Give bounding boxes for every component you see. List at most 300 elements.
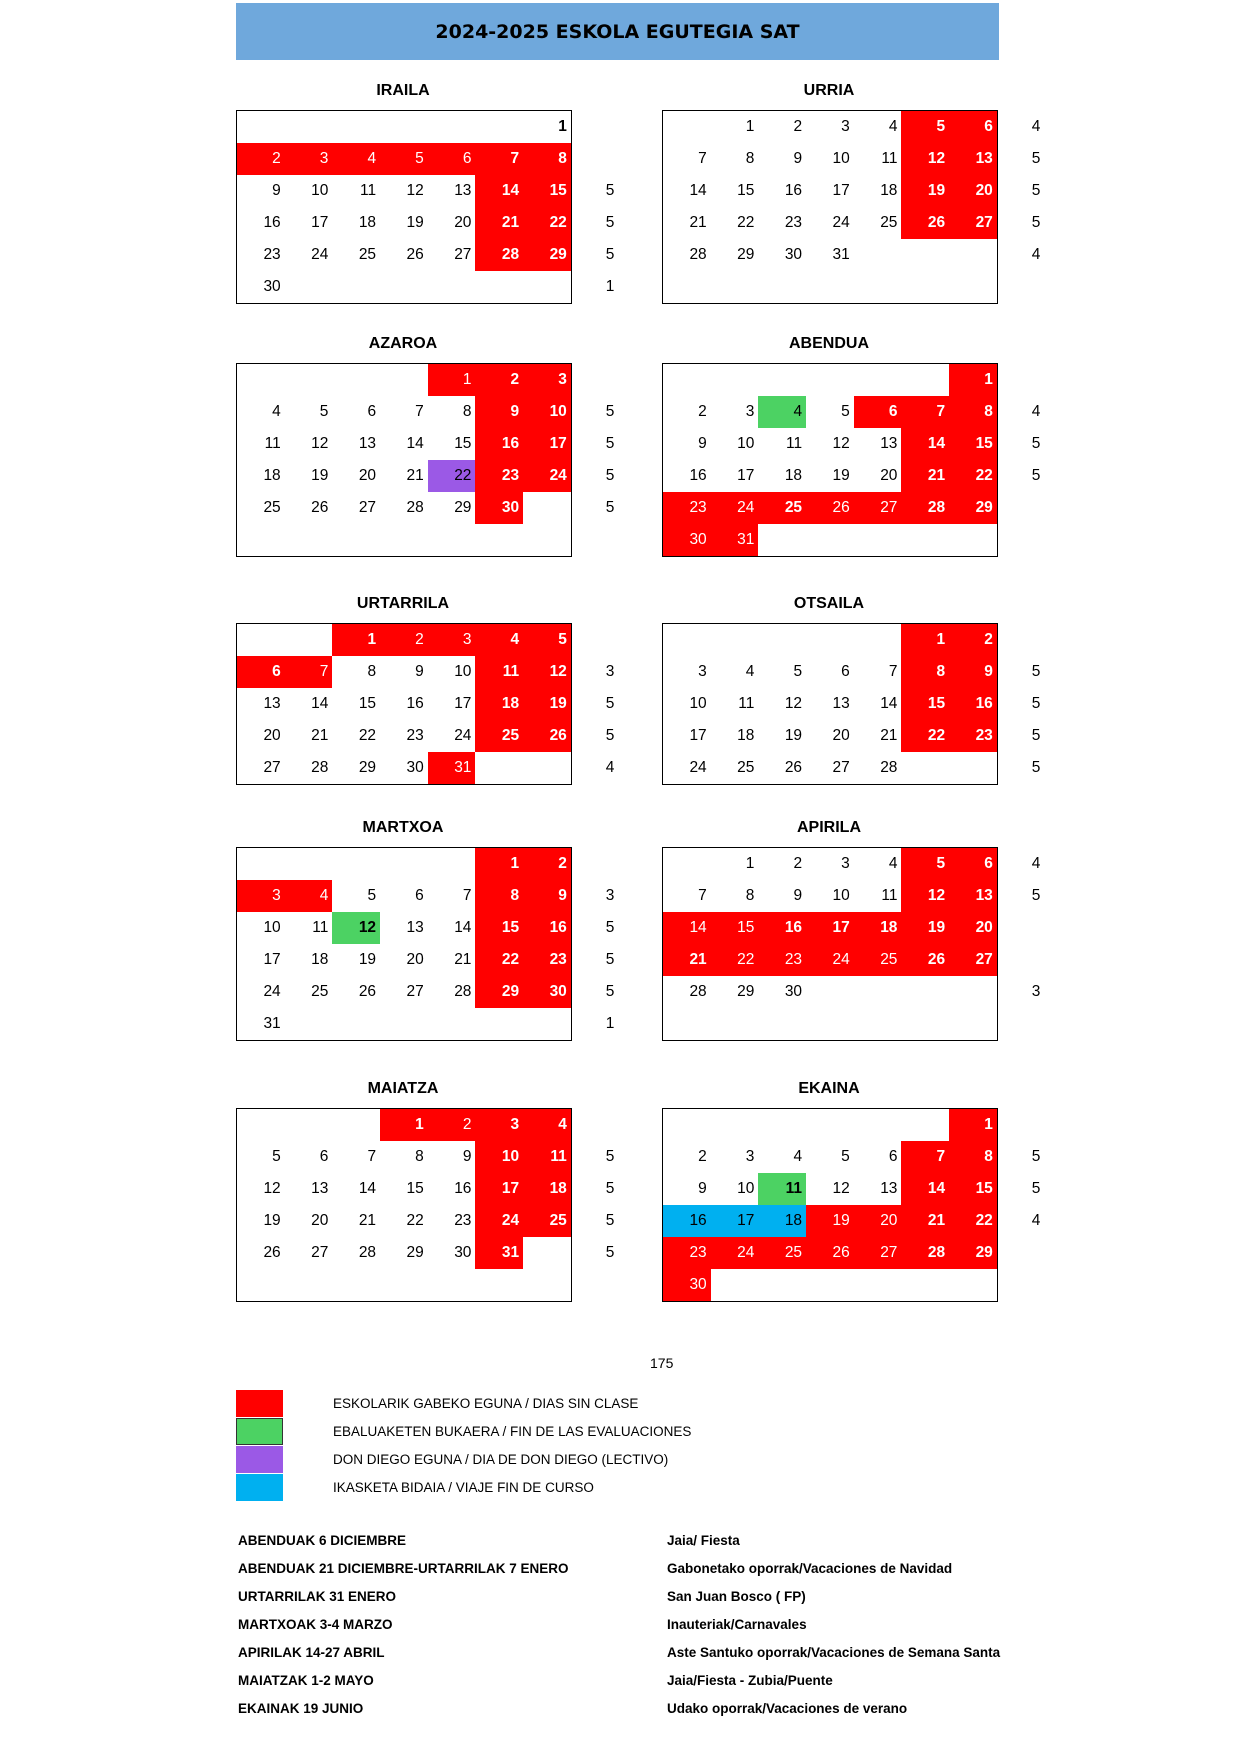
week-count: 5 [1031, 467, 1041, 484]
day-cell: 15 [737, 182, 755, 199]
note-description: Jaia/Fiesta - Zubia/Puente [667, 1673, 833, 1688]
empty-cell [949, 524, 997, 556]
empty-cell [806, 271, 854, 303]
empty-cell [854, 271, 902, 303]
week-count: 4 [1031, 246, 1041, 263]
day-cell: 24 [454, 727, 472, 744]
day-cell: 12 [901, 143, 949, 175]
day-cell: 23 [784, 214, 803, 231]
empty-cell [949, 239, 997, 271]
day-cell: 4 [332, 143, 380, 175]
day-cell: 8 [949, 1141, 997, 1173]
day-cell: 22 [428, 460, 476, 492]
month-title-azaroa: AZAROA [368, 335, 438, 352]
day-cell: 7 [475, 143, 523, 175]
empty-cell [901, 1109, 949, 1141]
day-cell: 10 [832, 887, 850, 904]
day-cell: 27 [854, 1237, 902, 1269]
day-cell: 1 [949, 1109, 997, 1141]
empty-cell [806, 1109, 854, 1141]
empty-cell [663, 111, 711, 143]
day-cell: 28 [689, 983, 707, 1000]
day-cell: 18 [263, 467, 281, 484]
week-row [237, 428, 571, 460]
empty-cell [475, 524, 523, 556]
week-row [237, 880, 571, 912]
day-cell: 15 [901, 688, 949, 720]
week-row [663, 944, 997, 976]
day-cell: 2 [793, 118, 803, 135]
day-cell: 28 [689, 246, 707, 263]
week-row [663, 656, 997, 688]
empty-cell [758, 1269, 806, 1301]
empty-cell [380, 524, 428, 556]
day-cell: 14 [406, 435, 424, 452]
day-cell: 9 [462, 1148, 472, 1165]
legend-label: DON DIEGO EGUNA / DIA DE DON DIEGO (LECTIVO) [333, 1452, 669, 1467]
empty-cell [475, 111, 523, 143]
day-cell: 16 [784, 182, 803, 199]
day-cell: 15 [454, 435, 472, 452]
week-row [237, 1237, 571, 1269]
empty-cell [758, 271, 806, 303]
week-row [663, 624, 997, 656]
day-cell: 16 [949, 688, 997, 720]
day-cell: 31 [428, 752, 476, 784]
week-count: 5 [605, 919, 615, 936]
day-cell: 16 [523, 912, 571, 944]
day-cell: 23 [523, 944, 571, 976]
empty-cell [428, 848, 476, 880]
day-cell: 14 [880, 695, 898, 712]
day-cell: 23 [454, 1212, 472, 1229]
day-cell: 29 [358, 759, 377, 776]
month-title-maiatza: MAIATZA [367, 1080, 439, 1097]
week-row [237, 688, 571, 720]
note-date: ABENDUAK 21 DICIEMBRE-URTARRILAK 7 ENERO [238, 1561, 569, 1576]
day-cell: 11 [312, 919, 329, 936]
empty-cell [237, 111, 285, 143]
week-row [237, 143, 571, 175]
day-cell: 7 [367, 1148, 377, 1165]
day-cell: 26 [358, 983, 377, 1000]
week-count: 1 [605, 1015, 615, 1032]
day-cell: 19 [806, 1205, 854, 1237]
week-count: 5 [605, 727, 615, 744]
week-row [237, 1141, 571, 1173]
day-cell: 30 [523, 976, 571, 1008]
day-cell: 2 [475, 364, 523, 396]
day-cell: 23 [663, 492, 711, 524]
week-count: 4 [1031, 118, 1041, 135]
total-days: 175 [650, 1355, 674, 1371]
day-cell: 8 [901, 656, 949, 688]
day-cell: 30 [784, 983, 803, 1000]
week-row [663, 271, 997, 303]
day-cell: 24 [832, 214, 850, 231]
week-count: 3 [1031, 983, 1041, 1000]
week-row [663, 1237, 997, 1269]
day-cell: 25 [475, 720, 523, 752]
day-cell: 18 [880, 182, 898, 199]
day-cell: 5 [901, 848, 949, 880]
day-cell: 6 [888, 1148, 898, 1165]
week-row [663, 492, 997, 524]
note-date: APIRILAK 14-27 ABRIL [238, 1645, 385, 1660]
day-cell: 14 [311, 695, 329, 712]
week-row [237, 656, 571, 688]
month-title-ekaina: EKAINA [798, 1080, 860, 1097]
week-row [237, 460, 571, 492]
day-cell: 1 [745, 855, 755, 872]
empty-cell [428, 1269, 476, 1301]
empty-cell [428, 111, 476, 143]
empty-cell [285, 111, 333, 143]
empty-cell [285, 1008, 333, 1040]
day-cell: 2 [793, 855, 803, 872]
day-cell: 22 [358, 727, 377, 744]
empty-cell [523, 524, 571, 556]
day-cell: 8 [949, 396, 997, 428]
day-cell: 25 [358, 246, 377, 263]
month-grid-abendua [662, 363, 998, 557]
week-row [237, 492, 571, 524]
day-cell: 12 [784, 695, 803, 712]
empty-cell [854, 364, 902, 396]
day-cell: 21 [663, 944, 711, 976]
empty-cell [523, 752, 571, 784]
day-cell: 22 [475, 944, 523, 976]
week-row [663, 524, 997, 556]
day-cell: 2 [380, 624, 428, 656]
day-cell: 21 [880, 727, 898, 744]
week-count: 5 [605, 435, 615, 452]
day-cell: 1 [428, 364, 476, 396]
day-cell: 5 [793, 663, 803, 680]
day-cell: 7 [698, 150, 707, 167]
day-cell: 26 [406, 246, 424, 263]
day-cell: 29 [949, 492, 997, 524]
week-count: 4 [1031, 855, 1041, 872]
empty-cell [949, 976, 997, 1008]
day-cell: 15 [523, 175, 571, 207]
month-grid-otsaila [662, 623, 998, 785]
day-cell: 8 [415, 1148, 424, 1165]
empty-cell [380, 364, 428, 396]
day-cell: 22 [949, 460, 997, 492]
empty-cell [332, 1269, 380, 1301]
empty-cell [380, 111, 428, 143]
empty-cell [475, 271, 523, 303]
day-cell: 24 [689, 759, 707, 776]
week-row [237, 271, 571, 303]
day-cell: 26 [806, 492, 854, 524]
empty-cell [663, 1109, 711, 1141]
day-cell: 8 [745, 150, 755, 167]
day-cell: 24 [263, 983, 281, 1000]
empty-cell [237, 624, 285, 656]
day-cell: 26 [901, 944, 949, 976]
empty-cell [806, 1008, 854, 1040]
day-cell: 14 [454, 919, 472, 936]
day-cell: 17 [475, 1173, 523, 1205]
day-cell: 23 [663, 1237, 711, 1269]
day-cell: 7 [415, 403, 424, 420]
day-cell: 24 [311, 246, 329, 263]
day-cell: 19 [901, 912, 949, 944]
day-cell: 25 [880, 214, 898, 231]
day-cell: 4 [745, 663, 755, 680]
note-description: Gabonetako oporrak/Vacaciones de Navidad [667, 1561, 953, 1576]
day-cell: 5 [319, 403, 329, 420]
day-cell: 9 [475, 396, 523, 428]
day-cell: 11 [758, 1173, 806, 1205]
day-cell: 10 [523, 396, 571, 428]
day-cell: 7 [901, 396, 949, 428]
day-cell: 24 [475, 1205, 523, 1237]
legend-label: IKASKETA BIDAIA / VIAJE FIN DE CURSO [333, 1480, 594, 1495]
month-grid-azaroa [236, 363, 572, 557]
day-cell: 8 [475, 880, 523, 912]
empty-cell [711, 624, 759, 656]
month-grid-apirila [662, 847, 998, 1041]
empty-cell [854, 1109, 902, 1141]
day-cell: 1 [475, 848, 523, 880]
day-cell: 10 [263, 919, 281, 936]
note-description: San Juan Bosco ( FP) [667, 1589, 806, 1604]
month-grid-urria [662, 110, 998, 304]
week-count: 5 [1031, 887, 1041, 904]
day-cell: 19 [832, 467, 850, 484]
day-cell: 9 [523, 880, 571, 912]
month-grid-maiatza [236, 1108, 572, 1302]
week-row [237, 175, 571, 207]
week-count: 5 [605, 983, 615, 1000]
day-cell: 6 [237, 656, 285, 688]
day-cell: 12 [832, 1180, 850, 1197]
note-date: MAIATZAK 1-2 MAYO [238, 1673, 374, 1688]
empty-cell [901, 1008, 949, 1040]
day-cell: 13 [949, 880, 997, 912]
empty-cell [711, 1008, 759, 1040]
day-cell: 21 [454, 951, 472, 968]
week-count: 5 [605, 951, 615, 968]
day-cell: 17 [832, 182, 850, 199]
empty-cell [332, 1008, 380, 1040]
empty-cell [523, 1269, 571, 1301]
day-cell: 30 [475, 492, 523, 524]
note-date: MARTXOAK 3-4 MARZO [238, 1617, 393, 1632]
day-cell: 6 [319, 1148, 329, 1165]
week-count: 5 [1031, 150, 1041, 167]
week-row [663, 752, 997, 784]
day-cell: 4 [285, 880, 333, 912]
week-count: 5 [605, 467, 615, 484]
empty-cell [901, 239, 949, 271]
legend-swatch [236, 1418, 283, 1445]
empty-cell [949, 1008, 997, 1040]
day-cell: 21 [689, 214, 707, 231]
day-cell: 13 [358, 435, 377, 452]
day-cell: 8 [462, 403, 472, 420]
day-cell: 19 [784, 727, 803, 744]
week-row [663, 880, 997, 912]
day-cell: 7 [901, 1141, 949, 1173]
day-cell: 19 [311, 467, 329, 484]
day-cell: 25 [758, 1237, 806, 1269]
day-cell: 24 [711, 492, 759, 524]
empty-cell [237, 848, 285, 880]
day-cell: 26 [523, 720, 571, 752]
empty-cell [380, 271, 428, 303]
day-cell: 16 [454, 1180, 472, 1197]
empty-cell [758, 624, 806, 656]
week-row [663, 396, 997, 428]
day-cell: 19 [358, 951, 377, 968]
day-cell: 20 [406, 951, 424, 968]
day-cell: 12 [332, 912, 380, 944]
day-cell: 1 [380, 1109, 428, 1141]
week-count: 5 [1031, 727, 1041, 744]
week-row [663, 428, 997, 460]
day-cell: 8 [367, 663, 377, 680]
week-row [237, 396, 571, 428]
empty-cell [711, 364, 759, 396]
week-count: 5 [605, 695, 615, 712]
day-cell: 6 [854, 396, 902, 428]
empty-cell [711, 1269, 759, 1301]
empty-cell [428, 1008, 476, 1040]
day-cell: 13 [949, 143, 997, 175]
empty-cell [332, 524, 380, 556]
empty-cell [806, 624, 854, 656]
day-cell: 30 [784, 246, 803, 263]
week-row [663, 848, 997, 880]
week-count: 5 [605, 1180, 615, 1197]
empty-cell [285, 364, 333, 396]
week-row [237, 1008, 571, 1040]
empty-cell [285, 1109, 333, 1141]
day-cell: 1 [558, 118, 567, 135]
month-title-martxoa: MARTXOA [362, 819, 444, 836]
empty-cell [854, 1269, 902, 1301]
day-cell: 16 [663, 1205, 711, 1237]
empty-cell [428, 271, 476, 303]
week-row [663, 364, 997, 396]
day-cell: 18 [311, 951, 329, 968]
week-row [237, 111, 571, 143]
week-count: 5 [1031, 695, 1041, 712]
empty-cell [237, 1269, 285, 1301]
day-cell: 25 [311, 983, 329, 1000]
empty-cell [854, 239, 902, 271]
day-cell: 5 [841, 1148, 850, 1165]
month-title-apirila: APIRILA [797, 819, 861, 836]
day-cell: 3 [237, 880, 285, 912]
note-description: Inauteriak/Carnavales [667, 1617, 807, 1632]
empty-cell [285, 848, 333, 880]
day-cell: 6 [949, 848, 997, 880]
day-cell: 21 [406, 467, 424, 484]
empty-cell [901, 752, 949, 784]
day-cell: 12 [263, 1180, 281, 1197]
day-cell: 18 [784, 467, 803, 484]
empty-cell [285, 1269, 333, 1301]
empty-cell [758, 524, 806, 556]
week-count: 5 [1031, 663, 1041, 680]
day-cell: 27 [949, 944, 997, 976]
empty-cell [285, 271, 333, 303]
empty-cell [949, 1269, 997, 1301]
day-cell: 12 [901, 880, 949, 912]
day-cell: 11 [881, 887, 898, 904]
day-cell: 1 [949, 364, 997, 396]
day-cell: 10 [737, 1180, 755, 1197]
day-cell: 29 [454, 499, 472, 516]
day-cell: 20 [263, 727, 281, 744]
note-description: Udako oporrak/Vacaciones de verano [667, 1701, 908, 1716]
day-cell: 20 [358, 467, 377, 484]
empty-cell [332, 848, 380, 880]
day-cell: 2 [237, 143, 285, 175]
empty-cell [901, 524, 949, 556]
day-cell: 2 [698, 403, 707, 420]
day-cell: 19 [901, 175, 949, 207]
day-cell: 28 [880, 759, 898, 776]
day-cell: 28 [901, 492, 949, 524]
day-cell: 12 [406, 182, 424, 199]
day-cell: 16 [263, 214, 281, 231]
day-cell: 5 [901, 111, 949, 143]
empty-cell [854, 524, 902, 556]
empty-cell [663, 1008, 711, 1040]
day-cell: 3 [841, 855, 850, 872]
day-cell: 30 [663, 524, 711, 556]
day-cell: 3 [745, 403, 755, 420]
empty-cell [380, 1269, 428, 1301]
note-description: Aste Santuko oporrak/Vacaciones de Semana Santa [667, 1645, 1001, 1660]
day-cell: 26 [806, 1237, 854, 1269]
day-cell: 27 [854, 492, 902, 524]
day-cell: 6 [367, 403, 377, 420]
week-count: 5 [1031, 1148, 1041, 1165]
day-cell: 22 [949, 1205, 997, 1237]
week-row [663, 976, 997, 1008]
day-cell: 29 [523, 239, 571, 271]
day-cell: 4 [475, 624, 523, 656]
day-cell: 21 [901, 1205, 949, 1237]
day-cell: 9 [272, 182, 281, 199]
day-cell: 10 [454, 663, 472, 680]
week-row [663, 239, 997, 271]
week-row [663, 1141, 997, 1173]
day-cell: 30 [406, 759, 424, 776]
day-cell: 4 [888, 855, 898, 872]
day-cell: 7 [888, 663, 898, 680]
day-cell: 22 [406, 1212, 424, 1229]
empty-cell [663, 364, 711, 396]
page-title [236, 3, 999, 60]
week-count: 5 [605, 246, 615, 263]
day-cell: 27 [358, 499, 377, 516]
day-cell: 11 [785, 435, 803, 452]
week-row [237, 364, 571, 396]
empty-cell [475, 1008, 523, 1040]
day-cell: 24 [711, 1237, 759, 1269]
week-count: 5 [605, 499, 615, 516]
day-cell: 28 [358, 1244, 377, 1261]
day-cell: 25 [758, 492, 806, 524]
